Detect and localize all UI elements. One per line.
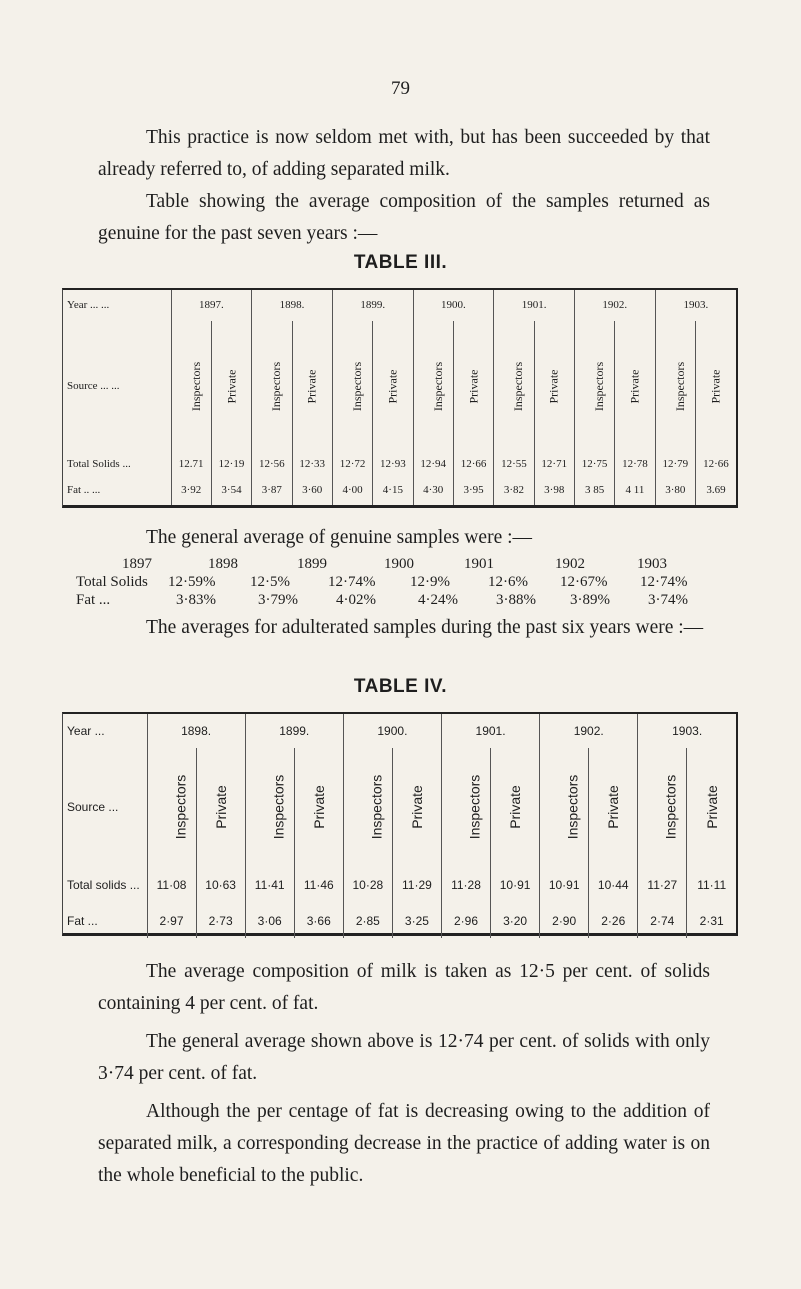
avg-cell: 12·5% <box>250 574 290 590</box>
avg-year: 1900 <box>384 556 414 572</box>
general-average-table <box>78 556 718 610</box>
table-3 <box>62 288 738 508</box>
cell: 10·63 <box>196 866 245 904</box>
avg-cell: 3·89% <box>570 592 610 608</box>
cell: 2·85 <box>343 904 392 938</box>
avg-cell: 12·74% <box>640 574 688 590</box>
col-inspectors: Inspectors <box>368 774 385 840</box>
cell: 12.71 <box>171 452 211 475</box>
table-4-source-row <box>63 748 736 866</box>
year-1899: 1899. <box>245 714 343 748</box>
year-1898: 1898. <box>252 290 333 321</box>
cell: 10·91 <box>491 866 540 904</box>
col-private: Private <box>304 369 319 404</box>
cell: 3·06 <box>245 904 294 938</box>
cell: 2·26 <box>589 904 638 938</box>
col-private: Private <box>224 369 239 404</box>
cell: 3.69 <box>695 475 736 505</box>
row-label: Fat .. ... <box>67 484 101 497</box>
cell: 12·72 <box>332 452 372 475</box>
cell: 4 11 <box>615 475 655 505</box>
year-1903: 1903. <box>638 714 736 748</box>
standard-composition-paragraph: The average composition of milk is taken as 12·5 per cent. of solids containing 4 per cent. of fat. <box>98 961 710 1014</box>
col-private: Private <box>310 785 327 829</box>
general-average-note-paragraph: The general average shown above is 12·74 per cent. of solids with only 3·74 per cent. of fat. <box>98 1031 710 1084</box>
col-private: Private <box>212 785 229 829</box>
cell: 12·79 <box>655 452 695 475</box>
cell: 12·55 <box>494 452 534 475</box>
avg-cell: 3·83% <box>176 592 216 608</box>
year-1902: 1902. <box>574 290 655 321</box>
cell: 12·66 <box>695 452 736 475</box>
cell: 12·94 <box>413 452 453 475</box>
avg-year: 1897 <box>122 556 152 572</box>
cell: 3·98 <box>534 475 574 505</box>
source-header: Source ... ... <box>67 380 120 393</box>
col-private: Private <box>605 785 622 829</box>
year-1900: 1900. <box>343 714 441 748</box>
cell: 11·46 <box>294 866 343 904</box>
cell: 10·91 <box>540 866 589 904</box>
col-inspectors: Inspectors <box>430 361 445 412</box>
table-3-year-row <box>63 290 736 321</box>
avg-cell: 3·74% <box>648 592 688 608</box>
avg-cell: 3·88% <box>496 592 536 608</box>
col-private: Private <box>507 785 524 829</box>
avg-year: 1902 <box>555 556 585 572</box>
row-label: Total solids ... <box>67 878 140 892</box>
cell: 3·92 <box>171 475 211 505</box>
avg-year: 1899 <box>297 556 327 572</box>
col-inspectors: Inspectors <box>350 361 365 412</box>
year-1897: 1897. <box>171 290 252 321</box>
cell: 12·56 <box>252 452 292 475</box>
avg-cell: 12·59% <box>168 574 216 590</box>
col-private: Private <box>703 785 720 829</box>
cell: 3 85 <box>574 475 614 505</box>
col-private: Private <box>708 369 723 404</box>
cell: 12·93 <box>373 452 413 475</box>
page-number: 79 <box>391 78 410 99</box>
cell: 10·28 <box>343 866 392 904</box>
col-inspectors: Inspectors <box>592 361 607 412</box>
cell: 2·97 <box>147 904 196 938</box>
table-3-caption: TABLE III. <box>353 252 448 273</box>
cell: 3·60 <box>292 475 332 505</box>
col-inspectors: Inspectors <box>466 774 483 840</box>
avg-year: 1901 <box>464 556 494 572</box>
col-private: Private <box>385 369 400 404</box>
col-inspectors: Inspectors <box>188 361 203 412</box>
table-4-fat-row <box>63 904 736 938</box>
cell: 3·87 <box>252 475 292 505</box>
adulterated-paragraph: The averages for adulterated samples during the past six years were :— <box>146 617 704 638</box>
row-label: Total Solids ... <box>67 457 131 470</box>
cell: 10·44 <box>589 866 638 904</box>
cell: 2·96 <box>441 904 490 938</box>
cell: 11·27 <box>638 866 687 904</box>
average-years-row <box>78 556 718 574</box>
col-private: Private <box>466 369 481 404</box>
col-inspectors: Inspectors <box>269 361 284 412</box>
general-average-paragraph: The general average of genuine samples were :— <box>146 527 533 548</box>
table-3-source-row <box>63 321 736 453</box>
row-label: Fat ... <box>67 914 98 928</box>
avg-cell: 4·02% <box>336 592 376 608</box>
cell: 4·00 <box>332 475 372 505</box>
cell: 3·54 <box>211 475 251 505</box>
avg-row-label: Total Solids <box>76 574 148 590</box>
cell: 12·75 <box>574 452 614 475</box>
cell: 11·29 <box>392 866 441 904</box>
col-private: Private <box>546 369 561 404</box>
avg-year: 1903 <box>637 556 667 572</box>
cell: 3·66 <box>294 904 343 938</box>
avg-cell: 12·9% <box>410 574 450 590</box>
avg-cell: 12·74% <box>328 574 376 590</box>
col-inspectors: Inspectors <box>672 361 687 412</box>
table-3-fat-row <box>63 475 736 505</box>
table-4-total-solids-row <box>63 866 736 904</box>
year-1901: 1901. <box>441 714 539 748</box>
cell: 12·78 <box>615 452 655 475</box>
table-4 <box>62 712 738 936</box>
avg-year: 1898 <box>208 556 238 572</box>
year-1901: 1901. <box>494 290 575 321</box>
cell: 12·66 <box>453 452 493 475</box>
cell: 3·95 <box>453 475 493 505</box>
col-inspectors: Inspectors <box>564 774 581 840</box>
cell: 2·31 <box>687 904 736 938</box>
conclusion-paragraph: Although the per centage of fat is decreasing owing to the addition of separated milk, a corresponding decrease in the practice of adding water is on the whole beneficial to the public. <box>98 1101 710 1186</box>
cell: 12·71 <box>534 452 574 475</box>
cell: 3·25 <box>392 904 441 938</box>
col-inspectors: Inspectors <box>269 774 286 840</box>
cell: 3·82 <box>494 475 534 505</box>
year-header: Year ... ... <box>67 299 110 312</box>
cell: 2·74 <box>638 904 687 938</box>
year-1900: 1900. <box>413 290 494 321</box>
year-1903: 1903. <box>655 290 736 321</box>
average-fat-row <box>78 592 718 610</box>
year-1899: 1899. <box>332 290 413 321</box>
cell: 3·20 <box>491 904 540 938</box>
cell: 11·11 <box>687 866 736 904</box>
cell: 11·28 <box>441 866 490 904</box>
year-header: Year ... <box>67 724 105 738</box>
cell: 2·90 <box>540 904 589 938</box>
year-1898: 1898. <box>147 714 245 748</box>
year-1902: 1902. <box>540 714 638 748</box>
cell: 12·33 <box>292 452 332 475</box>
cell: 11·41 <box>245 866 294 904</box>
avg-cell: 12·6% <box>488 574 528 590</box>
average-total-solids-row <box>78 574 718 592</box>
table-3-total-solids-row <box>63 452 736 475</box>
avg-row-label: Fat ... <box>76 592 111 608</box>
col-inspectors: Inspectors <box>662 774 679 840</box>
cell: 12·19 <box>211 452 251 475</box>
avg-cell: 4·24% <box>418 592 458 608</box>
cell: 2·73 <box>196 904 245 938</box>
avg-cell: 3·79% <box>258 592 298 608</box>
col-private: Private <box>408 785 425 829</box>
intro-paragraph: This practice is now seldom met with, but has been succeeded by that already referred to, of adding separated milk. <box>98 127 710 180</box>
avg-cell: 12·67% <box>560 574 608 590</box>
table-4-year-row <box>63 714 736 748</box>
col-inspectors: Inspectors <box>171 774 188 840</box>
cell: 4·30 <box>413 475 453 505</box>
table-intro-paragraph: Table showing the average composition of the samples returned as genuine for the past seven years :— <box>98 191 710 244</box>
cell: 11·08 <box>147 866 196 904</box>
col-private: Private <box>627 369 642 404</box>
table-4-caption: TABLE IV. <box>353 676 448 697</box>
cell: 3·80 <box>655 475 695 505</box>
cell: 4·15 <box>373 475 413 505</box>
col-inspectors: Inspectors <box>511 361 526 412</box>
source-header: Source ... <box>67 800 119 814</box>
